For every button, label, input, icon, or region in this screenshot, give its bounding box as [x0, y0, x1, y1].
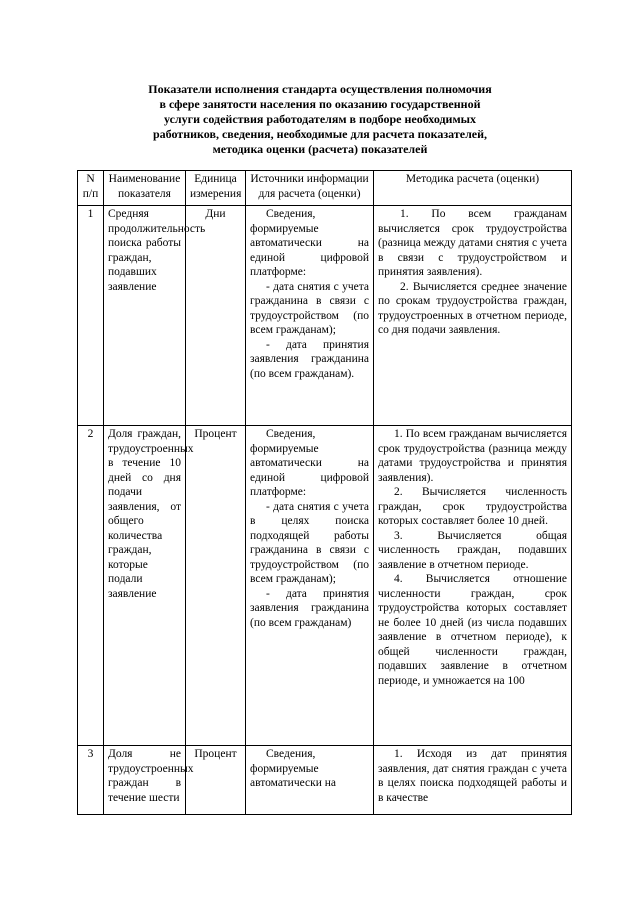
method-paragraph: 2. Вычисляется среднее значение по срокам трудоустройства граждан, трудоустроенных в отчетном периоде, со дня подачи заявления. — [378, 280, 567, 336]
row-name: Доля граждан, трудоустроенных в течение 10 дней со дня подачи заявления, от общего количества граждан, которые подали заявление — [104, 426, 186, 746]
row-source — [246, 206, 374, 426]
table-row — [78, 206, 572, 426]
method-paragraph: 4. Вычисляется отношение численности граждан, срок трудоустройства которых составляет не более 10 дней (из числа подавших заявление в отчетном периоде), к общей численности граждан, подавших заявление в отчетном периоде, и умножается на 100 — [378, 573, 567, 687]
row-num: 1 — [78, 206, 104, 426]
source-paragraph: Сведения, формируемые автоматически на единой цифровой платформе: — [250, 208, 369, 278]
row-num: 3 — [78, 746, 104, 815]
source-paragraph: - дата принятия заявления гражданина (по всем гражданам) — [250, 587, 369, 629]
source-paragraph: - дата принятия заявления гражданина (по всем гражданам). — [250, 338, 369, 380]
method-paragraph: 3. Вычисляется общая численность граждан, подавших заявление в отчетном периоде. — [378, 529, 567, 571]
header-source: Источники информации для расчета (оценки) — [246, 171, 374, 206]
row-source — [246, 746, 374, 815]
row-method — [374, 426, 572, 746]
source-paragraph: Сведения, формируемые автоматически на — [250, 748, 336, 789]
row-source — [246, 426, 374, 746]
row-method — [374, 746, 572, 815]
title-line: услуги содействия работодателям в подборе необходимых — [163, 112, 477, 126]
method-paragraph: 2. Вычисляется численность граждан, срок трудоустройства которых составляет более 10 дней. — [378, 486, 567, 527]
title-line: работников, сведения, необходимые для расчета показателей, — [152, 127, 488, 141]
row-unit: Процент — [186, 426, 246, 746]
source-paragraph: - дата снятия с учета в целях поиска подходящей работы гражданина в связи с трудоустройством (по всем гражданам); — [250, 500, 369, 585]
table-header-row — [78, 171, 572, 206]
header-method: Методика расчета (оценки) — [374, 171, 572, 206]
row-unit: Процент — [186, 746, 246, 815]
row-unit: Дни — [186, 206, 246, 426]
row-num: 2 — [78, 426, 104, 746]
title-line: Показатели исполнения стандарта осуществления полномочия — [148, 82, 492, 96]
indicators-table — [77, 170, 572, 815]
table-row — [78, 426, 572, 746]
document-title — [120, 82, 520, 157]
table-row — [78, 746, 572, 815]
header-unit: Единица измерения — [186, 171, 246, 206]
source-paragraph: Сведения, формируемые автоматически на единой цифровой платформе: — [250, 428, 369, 498]
row-method — [374, 206, 572, 426]
row-name: Доля не трудоустроенных граждан в течение шести — [104, 746, 186, 815]
row-name: Средняя продолжительность поиска работы граждан, подавших заявление — [104, 206, 186, 426]
source-paragraph: - дата снятия с учета гражданина в связи с трудоустройством (по всем гражданам); — [250, 280, 369, 336]
method-paragraph: 1. Исходя из дат принятия заявления, дат снятия граждан с учета в целях поиска подходящей работы и в качестве — [378, 748, 567, 804]
header-num: N п/п — [78, 171, 104, 206]
title-line: в сфере занятости населения по оказанию государственной — [159, 97, 481, 111]
header-name: Наименование показателя — [104, 171, 186, 206]
method-paragraph: 1. По всем гражданам вычисляется срок трудоустройства (разница между датами трудоустройства и принятия заявления). — [378, 428, 567, 484]
method-paragraph: 1. По всем гражданам вычисляется срок трудоустройства (разница между датами снятия с учета в связи с трудоустройством и принятия заявления). — [378, 208, 567, 278]
title-line: методика оценки (расчета) показателей — [212, 142, 428, 156]
